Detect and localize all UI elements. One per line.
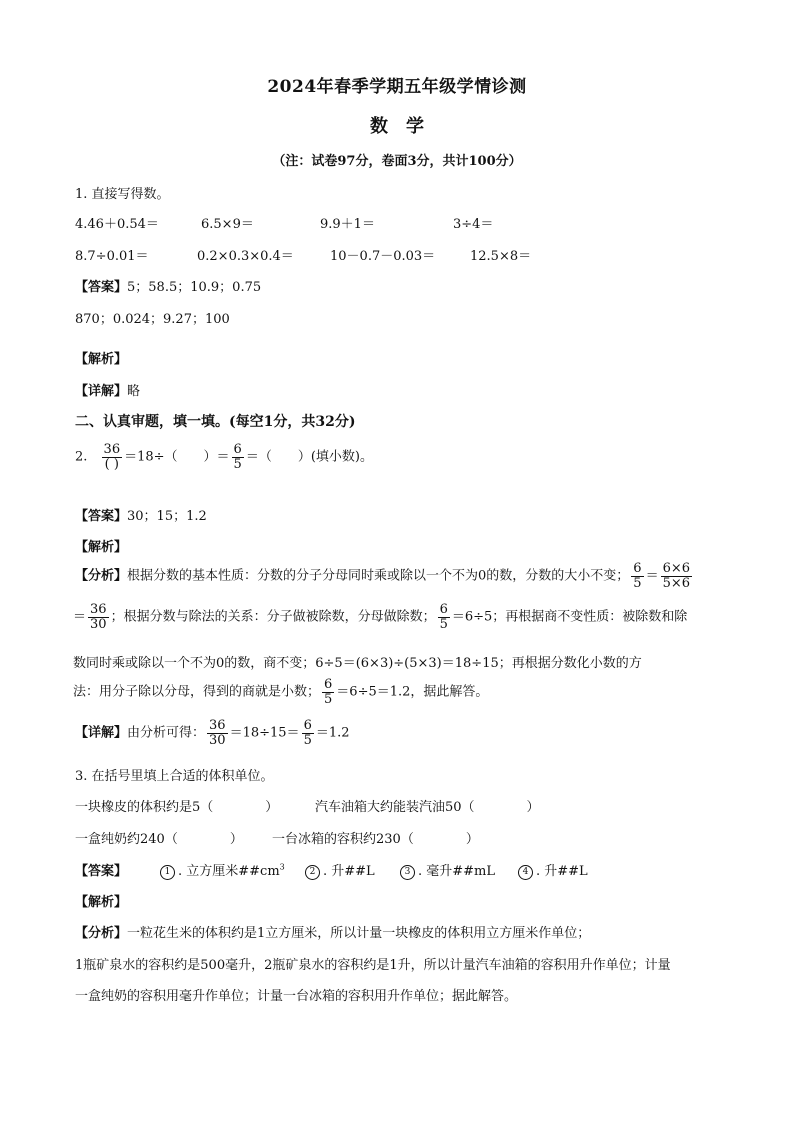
q1-item: 9.9＋1＝ xyxy=(320,217,375,232)
subject-title: 数学 xyxy=(370,116,442,137)
detail-text: 由分析可得： xyxy=(127,725,206,741)
fraction: $\frac{6\times 6}{5\times 6}$ xyxy=(662,561,691,591)
detail-text: 略 xyxy=(127,384,141,399)
section2-heading: 二、认真审题，填一填。(每空1分，共32分) xyxy=(75,414,356,430)
circled-number: 3 xyxy=(400,865,415,880)
q1-item: 12.5×8＝ xyxy=(470,249,532,264)
q2-analysis-line2 xyxy=(73,603,687,631)
q2-analysis-line3: 数同时乘或除以一个不为0的数，商不变；6÷5＝(6×3)÷(5×3)＝18÷15；再根据分数化小数的方 xyxy=(73,656,642,671)
q3-prompt: 3. 在括号里填上合适的体积单位。 xyxy=(75,769,274,784)
q3-answer-tag: 【答案】 xyxy=(75,864,128,879)
q3-analysis-line1 xyxy=(75,922,590,941)
circled-number: 4 xyxy=(518,865,533,880)
q3-analysis-line2: 1瓶矿泉水的容积约是500毫升，2瓶矿泉水的容积约是1升，所以计量汽车油箱的容积用升作单位；计量 xyxy=(75,958,671,973)
q1-detail xyxy=(75,380,140,399)
q3-answer-2 xyxy=(305,860,375,880)
analysis-text: 法：用分子除以分母，得到的商就是小数； xyxy=(73,684,321,700)
analysis-tag: 【分析】 xyxy=(75,926,128,941)
answer-text: . 立方厘米##cm xyxy=(178,864,280,879)
circled-number: 1 xyxy=(160,865,175,880)
q1-item: 4.46＋0.54＝ xyxy=(75,217,159,232)
answer-text: . 升##L xyxy=(323,864,375,879)
q2-analysis-line1 xyxy=(75,562,694,590)
analysis-text: ；根据分数与除法的关系：分子做被除数，分母做除数； xyxy=(110,609,436,625)
analysis-text: 一粒花生米的体积约是1立方厘米，所以计量一块橡皮的体积用立方厘米作单位； xyxy=(127,926,591,941)
superscript: 3 xyxy=(279,862,285,872)
analysis-text: ＝6÷5＝1.2，据此解答。 xyxy=(336,684,489,700)
fraction: $\frac{36}{30}$ xyxy=(209,718,226,748)
page-title: 2024年春季学期五年级学情诊测 xyxy=(267,77,527,97)
fraction: $\frac{36}{30}$ xyxy=(90,602,107,632)
answer-text: . 毫升##mL xyxy=(418,864,496,879)
q1-jiexi: 【解析】 xyxy=(75,352,128,367)
q1-prompt: 1. 直接写得数。 xyxy=(75,187,170,202)
detail-tag: 【详解】 xyxy=(75,384,128,399)
q2-analysis-line4 xyxy=(73,678,488,706)
q1-item: 0.2×0.3×0.4＝ xyxy=(197,249,294,264)
q2-fraction-1: $\frac{36}{( )}$ xyxy=(103,442,121,472)
answer-text: 30；15；1.2 xyxy=(127,509,207,524)
q2-detail xyxy=(75,719,350,747)
q2-question xyxy=(75,443,373,471)
detail-text: ＝1.2 xyxy=(315,725,350,741)
q1-item: 3÷4＝ xyxy=(453,217,494,232)
q2-fraction-2: $\frac{6}{5}$ xyxy=(233,442,242,472)
equals: ＝ xyxy=(73,609,87,625)
answer-text: 5；58.5；10.9；0.75 xyxy=(127,280,262,295)
q3-answer-1 xyxy=(160,860,285,880)
detail-tag: 【详解】 xyxy=(75,725,128,741)
detail-text: ＝18÷15＝ xyxy=(229,725,300,741)
analysis-text: ＝6÷5；再根据商不变性质：被除数和除 xyxy=(451,609,688,625)
q2-number: 2. xyxy=(75,449,88,465)
q2-mid-text: ＝18÷（ ）＝ xyxy=(124,449,230,465)
q1-item: 10－0.7－0.03＝ xyxy=(330,249,436,264)
q3-answer-4 xyxy=(518,860,588,880)
q3-item: 一盒纯奶约240（ ） xyxy=(75,832,243,847)
answer-text: . 升##L xyxy=(536,864,588,879)
answer-tag: 【答案】 xyxy=(75,509,128,524)
q1-item: 6.5×9＝ xyxy=(201,217,254,232)
circled-number: 2 xyxy=(305,865,320,880)
equals: ＝ xyxy=(645,568,659,584)
q1-answer-line2: 870；0.024；9.27；100 xyxy=(75,312,230,327)
fraction: $\frac{6}{5}$ xyxy=(303,718,312,748)
fraction: $\frac{6}{5}$ xyxy=(633,561,642,591)
answer-tag: 【答案】 xyxy=(75,280,128,295)
q2-answer xyxy=(75,505,207,524)
q3-item: 汽车油箱大约能装汽油50（ ） xyxy=(315,800,540,815)
analysis-tag: 【分析】 xyxy=(75,568,128,584)
q2-tail-text: ＝（ ）(填小数)。 xyxy=(245,449,373,465)
q3-item: 一台冰箱的容积约230（ ） xyxy=(272,832,479,847)
q2-jiexi: 【解析】 xyxy=(75,540,128,555)
q3-item: 一块橡皮的体积约是5（ ） xyxy=(75,800,279,815)
fraction: $\frac{6}{5}$ xyxy=(439,602,448,632)
q3-answer-3 xyxy=(400,860,495,880)
q1-answer xyxy=(75,276,261,295)
score-note: （注：试卷97分，卷面3分，共计100分） xyxy=(272,154,522,169)
q3-analysis-line3: 一盒纯奶的容积用毫升作单位；计量一台冰箱的容积用升作单位；据此解答。 xyxy=(75,989,518,1004)
q1-item: 8.7÷0.01＝ xyxy=(75,249,149,264)
q3-jiexi: 【解析】 xyxy=(75,895,128,910)
analysis-text: 根据分数的基本性质：分数的分子分母同时乘或除以一个不为0的数，分数的大小不变； xyxy=(127,568,630,584)
fraction: $\frac{6}{5}$ xyxy=(324,677,333,707)
